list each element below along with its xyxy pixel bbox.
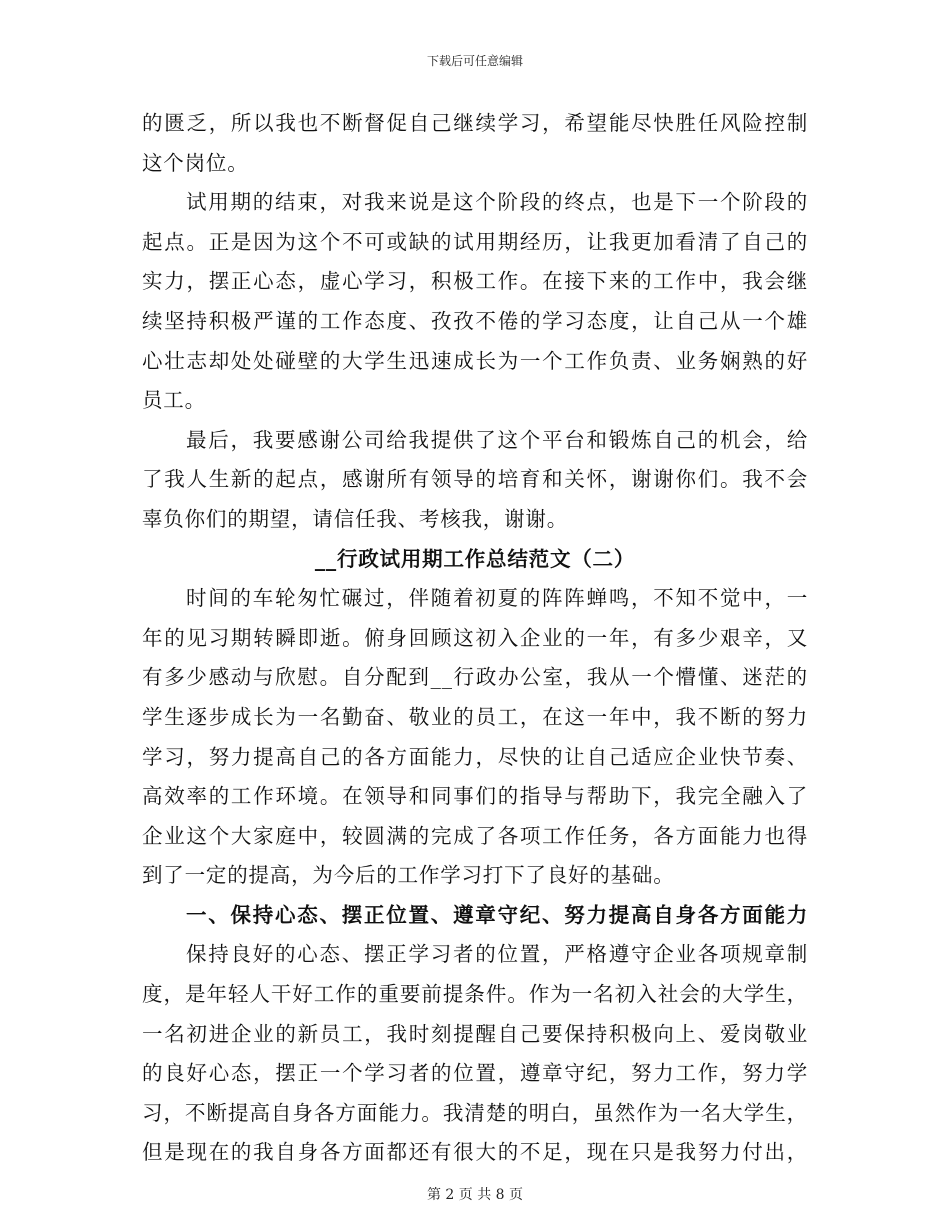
paragraph-line: 的匮乏，所以我也不断督促自己继续学习，希望能尽快胜任风险控制	[142, 111, 808, 135]
page-footer: 第 2 页 共 8 页	[426, 1187, 524, 1203]
paragraph-line: 时间的车轮匆忙碾过，伴随着初夏的阵阵蝉鸣，不知不觉中，一	[186, 586, 808, 611]
section-title: __行政试用期工作总结范文（二）	[314, 546, 636, 571]
paragraph-line: 试用期的结束，对我来说是这个阶段的终点，也是下一个阶段的	[186, 190, 808, 215]
paragraph-line: 高效率的工作环境。在领导和同事们的指导与帮助下，我完全融入了	[142, 784, 808, 809]
paragraph-line: 度，是年轻人干好工作的重要前提条件。作为一名初入社会的大学生，	[142, 982, 808, 1007]
page-header: 下载后可任意编辑	[426, 54, 523, 68]
paragraph-line: 企业这个大家庭中，较圆满的完成了各项工作任务，各方面能力也得	[142, 823, 808, 848]
paragraph-line: 最后，我要感谢公司给我提供了这个平台和锻炼自己的机会，给	[186, 427, 808, 452]
paragraph-line: 这个岗位。	[142, 150, 249, 175]
paragraph-line: 年的见习期转瞬即逝。俯身回顾这初入企业的一年，有多少艰辛，又	[142, 625, 808, 650]
paragraph-line: 学习，努力提高自己的各方面能力，尽快的让自己适应企业快节奏、	[142, 744, 808, 769]
paragraph-line: 习，不断提高自身各方面能力。我清楚的明白，虽然作为一名大学生，	[142, 1100, 808, 1125]
paragraph-line: 一名初进企业的新员工，我时刻提醒自己要保持积极向上、爱岗敬业	[142, 1021, 808, 1046]
paragraph-line: 了我人生新的起点，感谢所有领导的培育和关怀，谢谢你们。我不会	[142, 467, 808, 492]
subsection-heading: 一、保持心态、摆正位置、遵章守纪、努力提高自身各方面能力	[186, 902, 808, 927]
paragraph-line: 实力，摆正心态，虚心学习，积极工作。在接下来的工作中，我会继	[142, 269, 808, 294]
document-body	[142, 104, 808, 1173]
paragraph-line: 学生逐步成长为一名勤奋、敬业的员工，在这一年中，我不断的努力	[142, 704, 808, 729]
paragraph-line: 保持良好的心态、摆正学习者的位置，严格遵守企业各项规章制	[186, 942, 808, 967]
paragraph-line: 的良好心态，摆正一个学习者的位置，遵章守纪，努力工作，努力学	[142, 1061, 808, 1086]
paragraph-line: 员工。	[142, 388, 206, 413]
paragraph-line: 但是现在的我自身各方面都还有很大的不足，现在只是我努力付出，	[142, 1140, 808, 1165]
paragraph-line: 有多少感动与欣慰。自分配到__行政办公室，我从一个懵懂、迷茫的	[142, 665, 808, 690]
paragraph-line: 到了一定的提高，为今后的工作学习打下了良好的基础。	[142, 863, 675, 888]
paragraph-line: 续坚持积极严谨的工作态度、孜孜不倦的学习态度，让自己从一个雄	[142, 308, 808, 333]
paragraph-line: 心壮志却处处碰壁的大学生迅速成长为一个工作负责、业务娴熟的好	[142, 348, 808, 373]
paragraph-line: 起点。正是因为这个不可或缺的试用期经历，让我更加看清了自己的	[142, 229, 808, 254]
paragraph-line: 辜负你们的期望，请信任我、考核我，谢谢。	[142, 506, 568, 531]
